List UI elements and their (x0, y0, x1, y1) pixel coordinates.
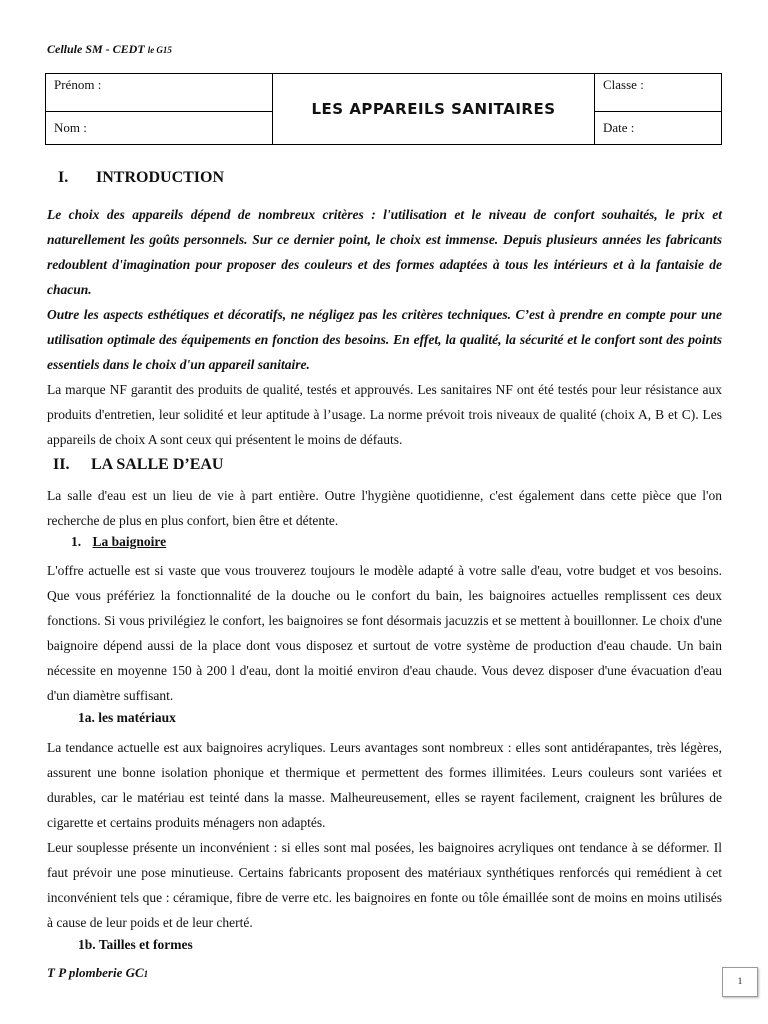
subsection-title: La baignoire (92, 534, 167, 549)
page-number-box (722, 967, 758, 997)
page-number: 1 (737, 976, 743, 986)
document-title: LES APPAREILS SANITAIRES (311, 100, 556, 118)
intro-paragraph-3: La marque NF garantit des produits de qualité, testés et approuvés. Les sanitaires NF ont été testés pour leur résistance aux produits d'entretien, leur solidité et leur aptitude à l’usage. La norme prévoit trois niveaux de qualité (choix A, B et C). Les appareils de choix A sont ceux qui présentent le moins de défauts. (47, 382, 722, 447)
header-suffix: le G15 (147, 45, 172, 55)
document-footer (47, 965, 148, 981)
info-table (45, 73, 722, 145)
section-number: II. (53, 456, 70, 473)
section-salle-eau-heading (53, 456, 223, 474)
intro-paragraph-1: Le choix des appareils dépend de nombreux critères : l'utilisation et le niveau de confort souhaités, le prix et naturellement les goûts personnels. Sur ce dernier point, le choix est immense. Depuis plusieurs années les fabricants redoublent d'imagination pour proposer des couleurs et des formes adaptées à tous les intérieurs et à la fantaisie de chacun. (47, 207, 722, 297)
footer-suffix: 1 (143, 969, 149, 979)
nom-label: Nom : (54, 120, 87, 135)
subsection-tailles-heading: 1b. Tailles et formes (78, 937, 193, 952)
section-title: INTRODUCTION (96, 169, 225, 186)
subsection-baignoire-heading (71, 534, 166, 550)
nom-cell[interactable] (46, 112, 273, 145)
subsection-number: 1. (71, 534, 82, 549)
section-number: I. (58, 169, 69, 186)
document-header (47, 42, 172, 57)
intro-paragraph-2: Outre les aspects esthétiques et décoratifs, ne négligez pas les critères techniques. C’est à prendre en compte pour une utilisation optimale des équipements en fonction des besoins. En effet, la qualité, la sécurité et le confort sont des points essentiels dans le choix d'un appareil sanitaire. (47, 307, 722, 372)
classe-cell[interactable] (595, 74, 722, 112)
prenom-label: Prénom : (54, 77, 102, 92)
date-cell[interactable] (595, 112, 722, 145)
document-title-cell (273, 74, 595, 145)
subsection-materiaux-heading: 1a. les matériaux (78, 710, 176, 725)
section-title: LA SALLE D’EAU (91, 456, 224, 473)
date-label: Date : (603, 120, 635, 135)
header-text: Cellule SM - CEDT (47, 42, 145, 56)
classe-label: Classe : (603, 77, 644, 92)
materiaux-paragraph-2: Leur souplesse présente un inconvénient : si elles sont mal posées, les baignoires acryliques ont tendance à se déformer. Il faut prévoir une pose minutieuse. Certains fabricants proposent des matériaux synthétiques renforcés qui remédient à cet inconvénient tels que : céramique, fibre de verre etc. les baignoires en fonte ou tôle émaillée sont de moins en moins utilisés à cause de leur poids et de leur cherté. (47, 840, 722, 930)
salle-eau-paragraph: La salle d'eau est un lieu de vie à part entière. Outre l'hygiène quotidienne, c'est également dans cette pièce que l'on recherche de plus en plus confort, bien être et détente. (47, 488, 722, 528)
section-introduction-heading (58, 169, 224, 187)
footer-text: T P plomberie GC (47, 965, 144, 980)
materiaux-paragraph-1: La tendance actuelle est aux baignoires acryliques. Leurs avantages sont nombreux : elles sont antidérapantes, très légères, assurent une bonne isolation phonique et thermique et permettent des formes illimitées. Leurs couleurs sont variées et durables, car le matériau est teinté dans la masse. Malheureusement, elles se rayent facilement, craignent les brûlures de cigarette et certains produits ménagers non adaptés. (47, 740, 722, 830)
baignoire-paragraph: L'offre actuelle est si vaste que vous trouverez toujours le modèle adapté à votre salle d'eau, votre budget et vos besoins. Que vous préfériez la fonctionnalité de la douche ou le confort du bain, les baignoires actuelles remplissent ces deux fonctions. Si vous privilégiez le confort, les baignoires se font désormais jacuzzis et se mettent à bouillonner. Le choix d'une baignoire dépend aussi de la place dont vous disposez et surtout de votre système de production d'eau chaude. Un bain nécessite en moyenne 150 à 200 l d'eau, dont la moitié environ d'eau chaude. Vous devez disposer d'une évacuation d'eau d'un diamètre suffisant. (47, 563, 722, 703)
prenom-cell[interactable] (46, 74, 273, 112)
